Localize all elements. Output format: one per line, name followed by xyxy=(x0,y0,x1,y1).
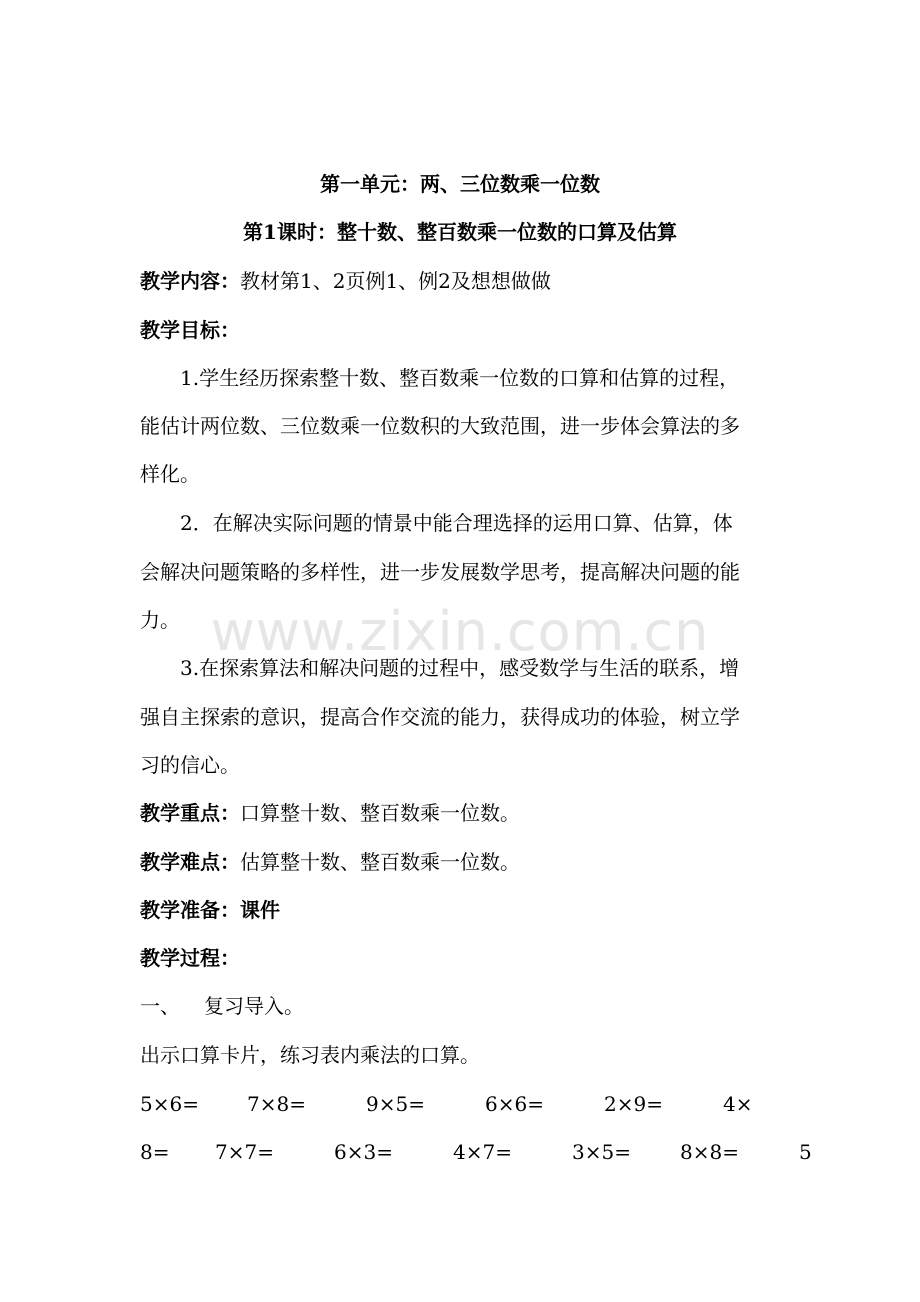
problem-item: 5×6= xyxy=(140,1092,199,1116)
section1-number: 一、 xyxy=(140,994,180,1018)
unit-title: 第一单元：两、三位数乘一位数 xyxy=(320,172,600,196)
goal1-line2: 能估计两位数、三位数乘一位数积的大致范围，进一步体会算法的多 xyxy=(140,414,740,438)
teaching-content-label: 教学内容： xyxy=(140,269,240,293)
goal2-line2: 会解决问题策略的多样性，进一步发展数学思考，提高解决问题的能 xyxy=(140,560,740,584)
problem-item: 6×6= xyxy=(485,1092,544,1116)
problem-item: 4×7= xyxy=(453,1140,512,1164)
prep-label: 教学准备： xyxy=(140,898,240,922)
problem-item: 7×7= xyxy=(215,1140,274,1164)
teaching-process-label: 教学过程： xyxy=(140,946,240,970)
problem-item: 4× xyxy=(723,1092,753,1116)
key-point-label: 教学重点： xyxy=(140,801,240,825)
teaching-content-text: 教材第1、2页例1、例2及想想做做 xyxy=(240,269,551,293)
lesson-title: 第1课时：整十数、整百数乘一位数的口算及估算 xyxy=(243,220,677,244)
teaching-content xyxy=(140,267,551,295)
problem-item: 5 xyxy=(799,1140,812,1164)
problem-item: 7×8= xyxy=(247,1092,306,1116)
teaching-difficulty xyxy=(140,848,520,876)
cards-instruction: 出示口算卡片，练习表内乘法的口算。 xyxy=(140,1043,480,1067)
problem-item: 3×5= xyxy=(572,1140,631,1164)
goal1-line1: 1.学生经历探索整十数、整百数乘一位数的口算和估算的过程， xyxy=(180,366,740,390)
difficulty-label: 教学难点： xyxy=(140,850,240,874)
problem-item: 8×8= xyxy=(680,1140,739,1164)
problem-item: 2×9= xyxy=(604,1092,663,1116)
problem-item: 6×3= xyxy=(334,1140,393,1164)
goal3-line3: 习的信心。 xyxy=(140,753,240,777)
problem-item: 8= xyxy=(140,1140,170,1164)
problem-item: 9×5= xyxy=(366,1092,425,1116)
section1-text: 复习导入。 xyxy=(204,994,304,1018)
prep-text: 课件 xyxy=(240,898,280,922)
teaching-key-point xyxy=(140,799,520,827)
goal3-line2: 强自主探索的意识，提高合作交流的能力，获得成功的体验，树立学 xyxy=(140,705,740,729)
key-point-text: 口算整十数、整百数乘一位数。 xyxy=(240,801,520,825)
teaching-goals-label: 教学目标： xyxy=(140,318,240,342)
teaching-prep xyxy=(140,896,280,924)
section1-heading xyxy=(140,992,304,1020)
goal3-line1: 3.在探索算法和解决问题的过程中，感受数学与生活的联系，增 xyxy=(180,656,740,680)
goal2-line1: 2．在解决实际问题的情景中能合理选择的运用口算、估算，体 xyxy=(180,511,733,535)
difficulty-text: 估算整十数、整百数乘一位数。 xyxy=(240,850,520,874)
watermark: www.zixin.com.cn xyxy=(210,600,710,663)
goal1-line3: 样化。 xyxy=(140,462,200,486)
goal2-line3: 力。 xyxy=(140,608,180,632)
